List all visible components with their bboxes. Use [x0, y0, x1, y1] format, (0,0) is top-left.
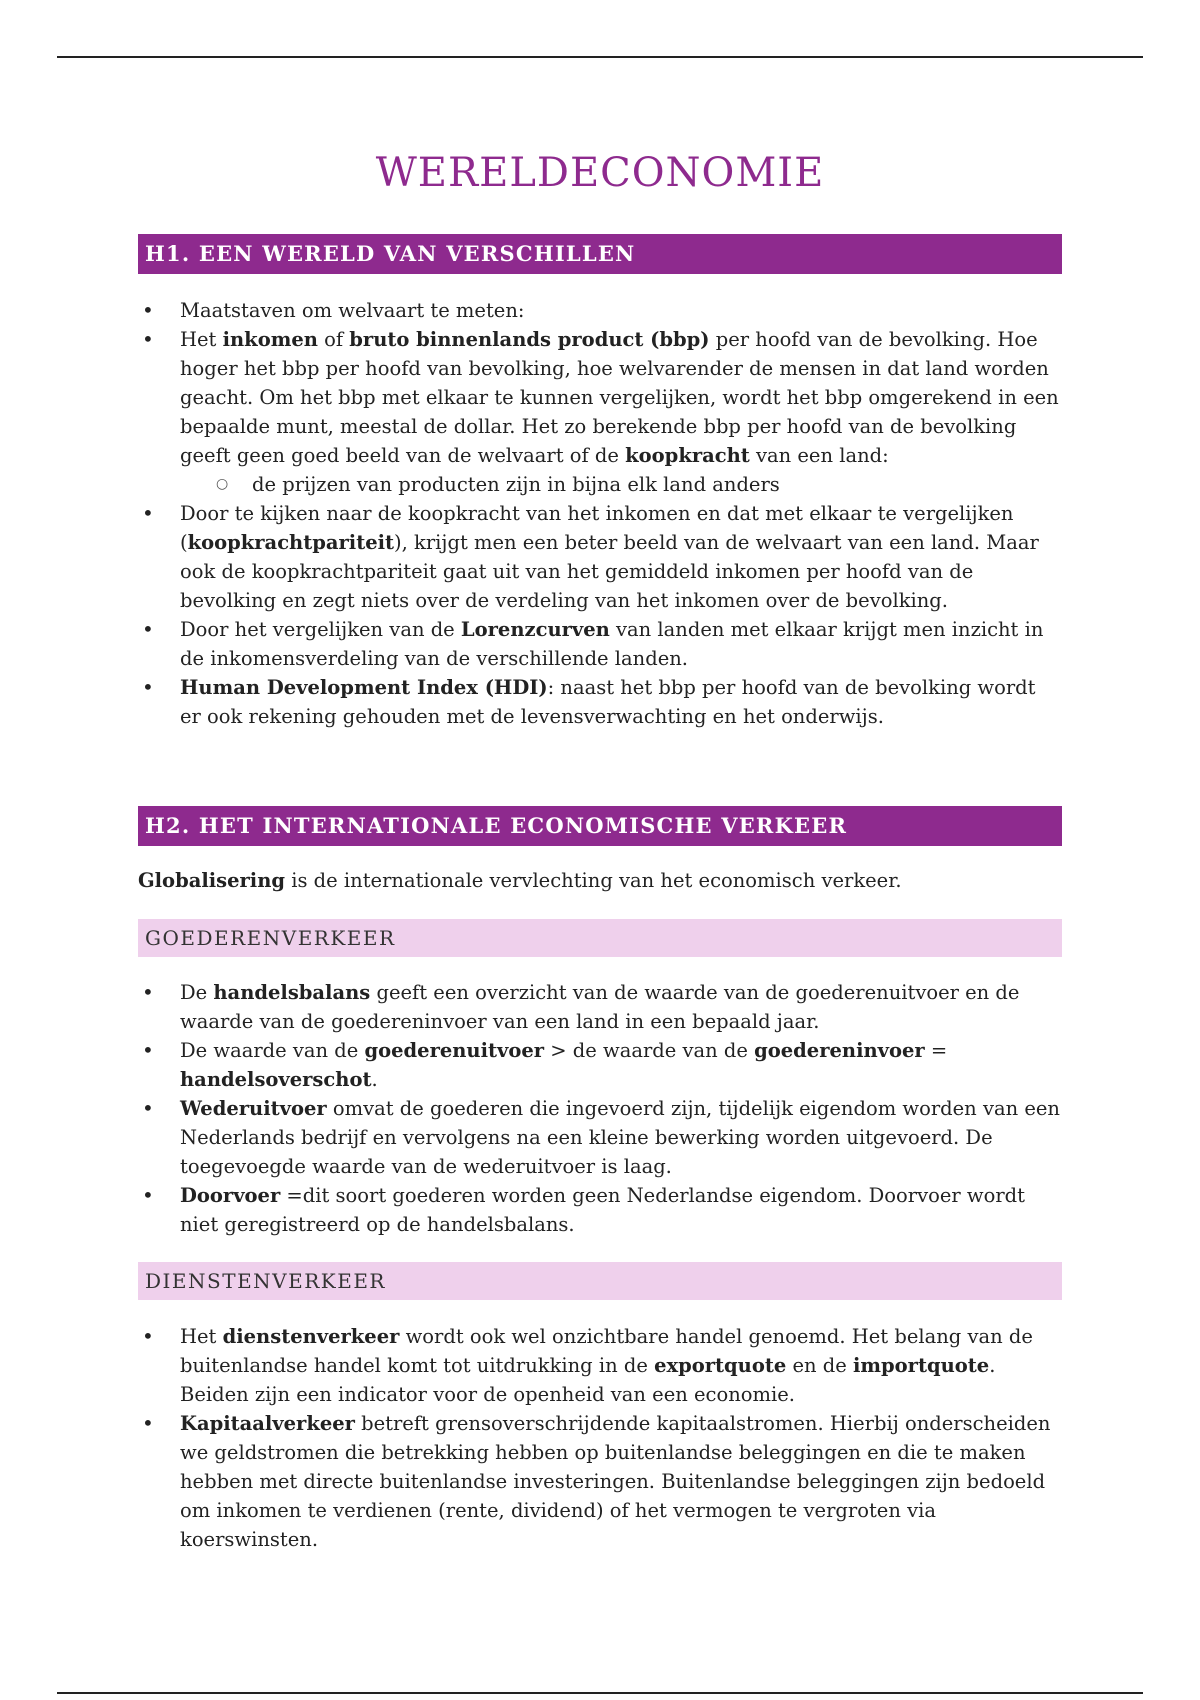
footer-rule: [57, 1692, 1143, 1694]
sub-list-item: ○ de prijzen van producten zijn in bijna elk land anders: [252, 470, 1062, 499]
subsection-heading-goederenverkeer: GOEDERENVERKEER: [138, 919, 1062, 957]
header-rule: [57, 56, 1143, 58]
list-item: • Door te kijken naar de koopkracht van het inkomen en dat met elkaar te vergelijken (koopkrachtpariteit), krijgt men een beter beeld van de welvaart van een land. Maar ook de koopkrachtpariteit gaat uit van het gemiddeld inkomen per hoofd van de bevolking en zegt niets over de verdeling van het inkomen over de bevolking.: [138, 499, 1062, 615]
list-item: • Wederuitvoer omvat de goederen die ingevoerd zijn, tijdelijk eigendom worden van een Nederlands bedrijf en vervolgens na een kleine bewerking worden uitgevoerd. De toegevoegde waarde van de wederuitvoer is laag.: [138, 1094, 1062, 1181]
subsection-goederenverkeer-body: [138, 978, 1062, 1239]
subsection-heading-dienstenverkeer: DIENSTENVERKEER: [138, 1262, 1062, 1300]
section-heading-h1: H1. EEN WERELD VAN VERSCHILLEN: [138, 234, 1062, 274]
list-item: • Doorvoer =dit soort goederen worden geen Nederlandse eigendom. Doorvoer wordt niet geregistreerd op de handelsbalans.: [138, 1181, 1062, 1239]
list-item: • Maatstaven om welvaart te meten:: [138, 296, 1062, 325]
section-heading-h2: H2. HET INTERNATIONALE ECONOMISCHE VERKEER: [138, 806, 1062, 846]
list-item: • Kapitaalverkeer betreft grensoverschrijdende kapitaalstromen. Hierbij onderscheiden we geldstromen die betrekking hebben op buitenlandse beleggingen en die te maken hebben met directe buitenlandse investeringen. Buitenlandse beleggingen zijn bedoeld om inkomen te verdienen (rente, dividend) of het vermogen te vergroten via koerswinsten.: [138, 1409, 1062, 1554]
document-title: WERELDECONOMIE: [375, 150, 825, 196]
section-h2-intro: Globalisering is de internationale vervlechting van het economisch verkeer.: [138, 869, 902, 892]
section-h1-body: [138, 296, 1062, 731]
list-item: • De waarde van de goederenuitvoer > de waarde van de goedereninvoer = handelsoverschot.: [138, 1036, 1062, 1094]
list-item: • De handelsbalans geeft een overzicht van de waarde van de goederenuitvoer en de waarde van de goedereninvoer van een land in een bepaald jaar.: [138, 978, 1062, 1036]
subsection-dienstenverkeer-body: [138, 1322, 1062, 1554]
list-item: • Het dienstenverkeer wordt ook wel onzichtbare handel genoemd. Het belang van de buitenlandse handel komt tot uitdrukking in de exportquote en de importquote. Beiden zijn een indicator voor de openheid van een economie.: [138, 1322, 1062, 1409]
list-item: • Door het vergelijken van de Lorenzcurven van landen met elkaar krijgt men inzicht in de inkomensverdeling van de verschillende landen.: [138, 615, 1062, 673]
list-item: • Human Development Index (HDI): naast het bbp per hoofd van de bevolking wordt er ook rekening gehouden met de levensverwachting en het onderwijs.: [138, 673, 1062, 731]
circle-bullet-icon: ○: [216, 476, 229, 492]
list-item: • Het inkomen of bruto binnenlands product (bbp) per hoofd van de bevolking. Hoe hoger het bbp per hoofd van bevolking, hoe welvarender de mensen in dat land worden geacht. Om het bbp met elkaar te kunnen vergelijken, wordt het bbp omgerekend in een bepaalde munt, meestal de dollar. Het zo berekende bbp per hoofd van de bevolking geeft geen goed beeld van de welvaart of de koopkracht van een land: ○ de prijzen van producten zijn in bijna elk land anders: [138, 325, 1062, 499]
